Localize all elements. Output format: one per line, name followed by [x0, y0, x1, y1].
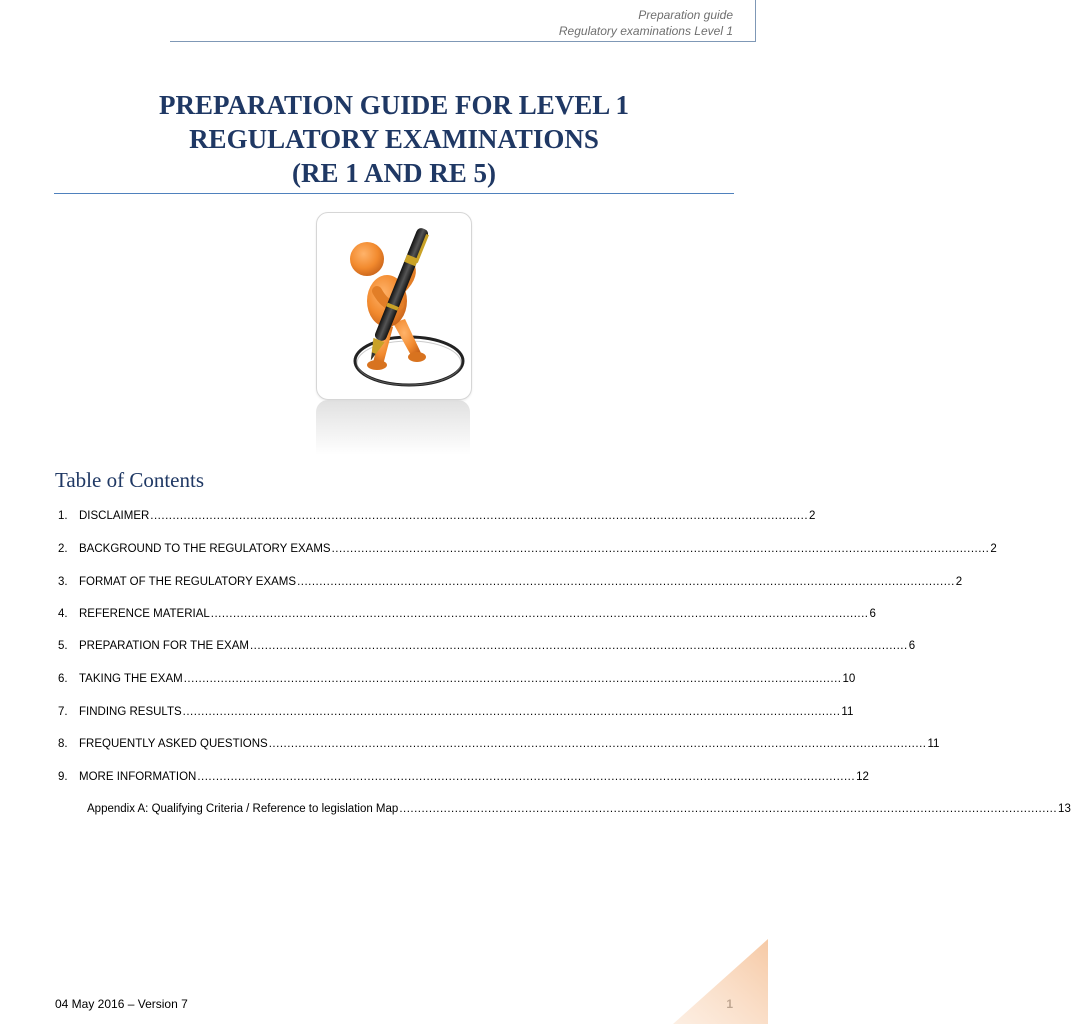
toc-entry-page: 11	[841, 706, 854, 718]
toc-dot-leader: ..................................................................................................................................................................................	[331, 543, 990, 555]
toc-dot-leader: ..................................................................................................................................................................................	[150, 510, 809, 522]
toc-entry-label: DISCLAIMER	[79, 510, 150, 522]
person-writing-with-pen-icon	[317, 213, 471, 399]
toc-dot-leader: ..................................................................................................................................................................................	[183, 673, 842, 685]
toc-entry-page: 11	[927, 738, 940, 750]
header-title: Preparation guide	[638, 8, 733, 22]
toc-entry-number: 5.	[58, 640, 68, 652]
toc-entry-label: BACKGROUND TO THE REGULATORY EXAMS	[79, 543, 331, 555]
toc-entry-number: 9.	[58, 771, 68, 783]
toc-entry-number: 3.	[58, 576, 68, 588]
footer-date-version: 04 May 2016 – Version 7	[55, 997, 188, 1011]
toc-entry-faq[interactable]	[58, 738, 940, 756]
document-title	[54, 88, 734, 190]
page-header	[170, 0, 756, 42]
toc-dot-leader: ..................................................................................................................................................................................	[297, 576, 955, 588]
toc-entry-number: 8.	[58, 738, 68, 750]
toc-dot-leader: ..................................................................................................................................................................................	[182, 706, 841, 718]
toc-entry-page: 13	[1058, 803, 1071, 815]
toc-entry-label: FREQUENTLY ASKED QUESTIONS	[79, 738, 268, 750]
toc-entry-label: FORMAT OF THE REGULATORY EXAMS	[79, 576, 297, 588]
toc-entry-number: 7.	[58, 706, 68, 718]
toc-entry-page: 2	[990, 543, 997, 555]
toc-entry-background[interactable]	[58, 543, 997, 561]
toc-heading: Table of Contents	[55, 468, 204, 492]
toc-entry-page: 12	[856, 771, 869, 783]
toc-entry-label: FINDING RESULTS	[79, 706, 182, 718]
toc-dot-leader: ..................................................................................................................................................................................	[268, 738, 927, 750]
cover-illustration	[316, 212, 472, 400]
title-divider	[54, 193, 734, 194]
toc-dot-leader: ..................................................................................................................................................................................	[210, 608, 869, 620]
toc-entry-number: 1.	[58, 510, 68, 522]
toc-entry-number: 2.	[58, 543, 68, 555]
title-line-3: (RE 1 AND RE 5)	[291, 158, 496, 188]
toc-entry-label: MORE INFORMATION	[79, 771, 197, 783]
toc-dot-leader: ..................................................................................................................................................................................	[249, 640, 908, 652]
toc-entry-page: 10	[842, 673, 856, 685]
toc-entry-format[interactable]	[58, 576, 963, 594]
toc-entry-page: 6	[869, 608, 876, 620]
toc-dot-leader: ..................................................................................................................................................................................	[197, 771, 856, 783]
title-line-1: PREPARATION GUIDE FOR LEVEL 1	[158, 90, 630, 120]
header-subtitle: Regulatory examinations Level 1	[558, 24, 733, 38]
toc-entry-disclaimer[interactable]	[58, 510, 816, 528]
toc-entry-taking-exam[interactable]	[58, 673, 856, 691]
toc-entry-label: Appendix A: Qualifying Criteria / Reference to legislation Map	[87, 803, 399, 815]
toc-entry-label: TAKING THE EXAM	[79, 673, 183, 685]
toc-entry-page: 6	[908, 640, 916, 652]
toc-entry-label: REFERENCE MATERIAL	[79, 608, 210, 620]
corner-decoration	[673, 939, 768, 1024]
toc-entry-preparation[interactable]	[58, 640, 916, 658]
toc-entry-number: 4.	[58, 608, 68, 620]
toc-dot-leader: ..................................................................................................................................................................................	[399, 803, 1058, 815]
toc-entry-label: PREPARATION FOR THE EXAM	[79, 640, 249, 652]
illustration-reflection	[316, 400, 470, 455]
toc-entry-page: 2	[955, 576, 963, 588]
toc-entry-more-information[interactable]	[58, 771, 869, 789]
toc-entry-finding-results[interactable]	[58, 706, 854, 724]
toc-entry-number: 6.	[58, 673, 68, 685]
toc-entry-appendix-a[interactable]	[87, 803, 1071, 821]
toc-entry-page: 2	[809, 510, 816, 522]
toc-entry-reference-material[interactable]	[58, 608, 876, 626]
title-line-2: REGULATORY EXAMINATIONS	[189, 124, 599, 154]
